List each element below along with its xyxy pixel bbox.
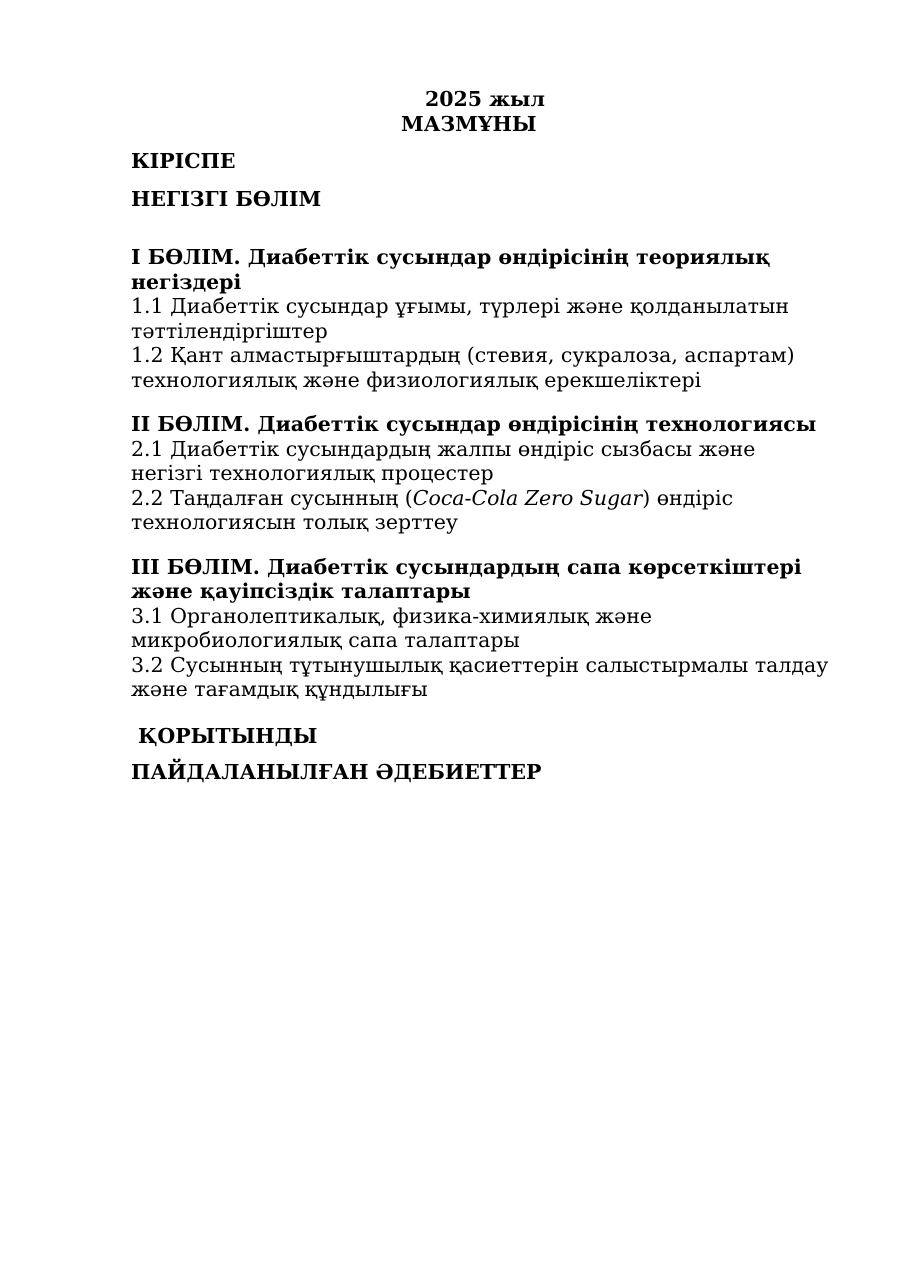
product-name: Coca-Cola Zero Sugar bbox=[412, 485, 643, 510]
toc-entry-main-part: НЕГІЗГІ БӨЛІМ bbox=[131, 186, 322, 211]
toc-subsection-text: 2.2 Таңдалған сусынның ( bbox=[131, 485, 413, 510]
document-year: 2025 жыл bbox=[425, 87, 545, 111]
toc-part-heading: ІІІ БӨЛІМ. Диабеттік сусындардың сапа көрсеткіштері және қауіпсіздік талаптары bbox=[131, 554, 802, 603]
toc-subsection: 3.1 Органолептикалық, физика-химиялық және микробиологиялық сапа талаптары bbox=[131, 603, 653, 652]
toc-subsection: 3.2 Сусынның тұтынушылық қасиеттерін салыстырмалы талдау және тағамдық құндылығы bbox=[131, 652, 829, 701]
toc-part-1 bbox=[131, 245, 831, 392]
toc-entry-introduction: КІРІСПЕ bbox=[131, 149, 236, 173]
toc-part-heading: ІІ БӨЛІМ. Диабеттік сусындар өндірісінің технологиясы bbox=[131, 412, 817, 436]
toc-part-heading: І БӨЛІМ. Диабеттік сусындар өндірісінің теориялық негіздері bbox=[131, 245, 771, 294]
table-of-contents bbox=[131, 149, 831, 785]
toc-part-2 bbox=[131, 412, 831, 535]
toc-subsection-text: ) өндіріс технологиясын толық зерттеу bbox=[131, 485, 734, 534]
toc-subsection bbox=[131, 486, 831, 535]
toc-part-3 bbox=[131, 555, 831, 702]
table-of-contents-title: МАЗМҰНЫ bbox=[401, 112, 537, 136]
toc-entry-conclusion: ҚОРЫТЫНДЫ bbox=[138, 723, 318, 748]
toc-subsection: 1.2 Қант алмастырғыштардың (стевия, сукралоза, аспартам) технологиялық және физиологиялық ерекшеліктері bbox=[131, 343, 795, 392]
toc-subsection: 2.1 Диабеттік сусындардың жалпы өндіріс сызбасы және негізгі технологиялық процестер bbox=[131, 436, 756, 485]
toc-subsection: 1.1 Диабеттік сусындар ұғымы, түрлері және қолданылатын тәттілендіргіштер bbox=[131, 294, 789, 343]
toc-entry-references: ПАЙДАЛАНЫЛҒАН ӘДЕБИЕТТЕР bbox=[131, 760, 542, 784]
